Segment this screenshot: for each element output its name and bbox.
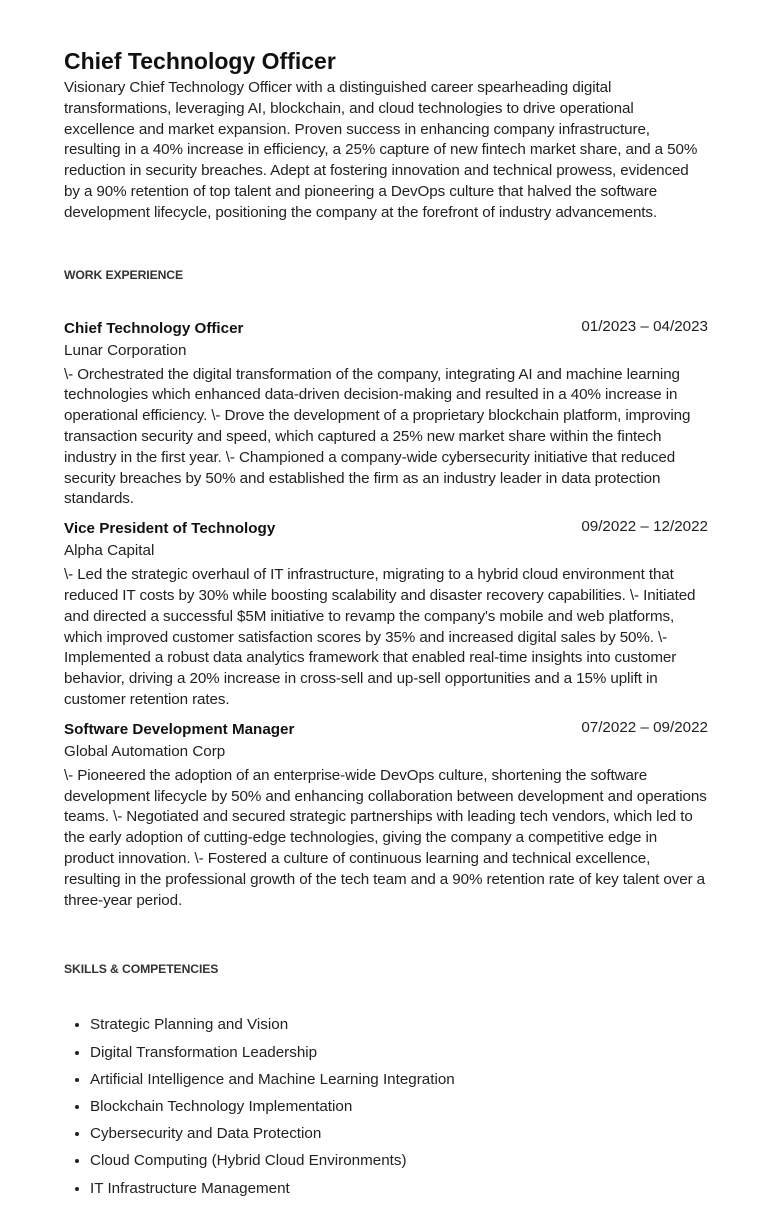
skill-item: • Cybersecurity and Data Protection (90, 1120, 708, 1147)
job-title: Chief Technology Officer (64, 319, 244, 337)
work-experience-heading: WORK EXPERIENCE (64, 267, 184, 282)
job-header (64, 518, 708, 540)
job-entry (64, 318, 708, 511)
job-company: Lunar Corporation (64, 341, 187, 359)
resume-title: Chief Technology Officer (64, 48, 336, 74)
job-header (64, 318, 708, 340)
skills-list (64, 1011, 708, 1201)
job-dates: 01/2023 – 04/2023 (581, 317, 708, 335)
job-dates: 07/2022 – 09/2022 (581, 718, 708, 736)
skill-item: • Blockchain Technology Implementation (90, 1093, 708, 1120)
job-description: \- Orchestrated the digital transformation of the company, integrating AI and machine learning technologies which enhanced data-driven decision-making and resulted in a 40% increase in operational efficiency. \- Drove the development of a proprietary blockchain platform, improving transaction security and speed, which captured a 25% new market share within the fintech industry in the first year. \- Championed a company-wide cybersecurity initiative that reduced security breaches by 50% and established the firm as an industry leader in data protection standards. (64, 365, 691, 508)
job-header (64, 719, 708, 741)
professional-summary: Visionary Chief Technology Officer with a distinguished career spearheading digital transformations, leveraging AI, blockchain, and cloud technologies to drive operational excellence and market expansion. Proven success in enhancing company infrastructure, resulting in a 40% increase in efficiency, a 25% capture of new fintech market share, and a 50% reduction in security breaches. Adept at fostering innovation and technical prowess, evidenced by a 90% retention of top talent and pioneering a DevOps culture that halved the software development lifecycle, positioning the company at the forefront of industry advancements. (64, 79, 698, 221)
skill-item: • Artificial Intelligence and Machine Learning Integration (90, 1066, 708, 1093)
job-dates: 09/2022 – 12/2022 (581, 518, 708, 536)
skill-item: • Digital Transformation Leadership (90, 1039, 708, 1066)
job-title: Software Development Manager (64, 720, 295, 738)
job-description: \- Led the strategic overhaul of IT infrastructure, migrating to a hybrid cloud environment that reduced IT costs by 30% while boosting scalability and disaster recovery capabilities. \- Initiated and directed a successful $5M initiative to revamp the company's mobile and web platforms, which improved customer satisfaction scores by 35% and increased digital sales by 50%. \- Implemented a robust data analytics framework that enabled real-time insights into customer behavior, driving a 20% increase in cross-sell and up-sell opportunities and a 15% uplift in customer retention rates. (64, 566, 696, 708)
skills-heading: SKILLS & COMPETENCIES (64, 962, 219, 977)
job-company: Global Automation Corp (64, 742, 226, 760)
job-entry (64, 518, 708, 711)
skill-item: • Cloud Computing (Hybrid Cloud Environments) (90, 1147, 708, 1174)
job-title: Vice President of Technology (64, 520, 276, 538)
job-entry (64, 719, 708, 912)
skill-item: • Strategic Planning and Vision (90, 1011, 708, 1038)
skill-item: • IT Infrastructure Management (90, 1175, 708, 1202)
work-experience-list (64, 318, 708, 912)
job-description: \- Pioneered the adoption of an enterprise-wide DevOps culture, shortening the software development lifecycle by 50% and enhancing collaboration between development and operations teams. \- Negotiated and secured strategic partnerships with leading tech vendors, which led to the early adoption of cutting-edge technologies, giving the company a competitive edge in product innovation. \- Fostered a culture of continuous learning and technical excellence, resulting in the professional growth of the tech team and a 90% retention rate of key talent over a three-year period. (64, 766, 707, 909)
job-company: Alpha Capital (64, 542, 155, 560)
